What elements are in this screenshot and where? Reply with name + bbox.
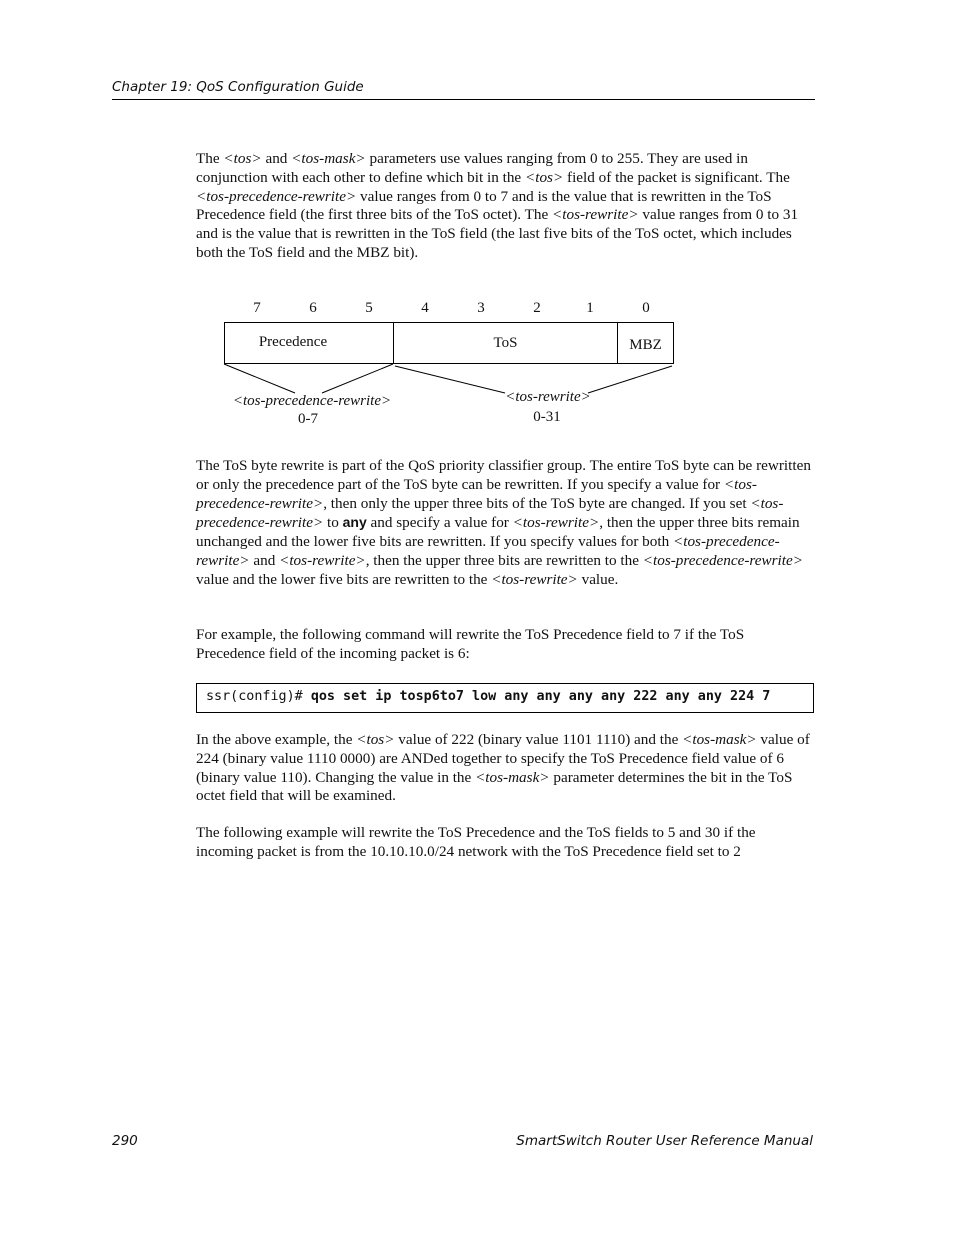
text-run: value of 222 (binary value 1101 1110) and the <box>394 731 683 748</box>
param-tos: <tos> <box>356 731 395 748</box>
bit-label: 6 <box>309 300 317 316</box>
precedence-brace-left <box>224 364 295 393</box>
bit-label: 3 <box>477 300 485 316</box>
text-run: and <box>261 150 292 167</box>
paragraph-tos-byte-rewrite <box>196 457 816 590</box>
text-run: For example, the following command will rewrite the ToS Precedence field to 7 if the ToS Precedence field of the incoming packet is 6: <box>196 626 745 662</box>
paragraph-example-intro <box>196 626 816 664</box>
text-run: The following example will rewrite the ToS Precedence and the ToS fields to 5 and 30 if the incoming packet is from the 10.10.10.0/24 network with the ToS Precedence field set to 2 <box>196 824 756 860</box>
text-run: value ranges from 0 to 31 and is the value that is rewritten in the ToS field (the last five bits of the ToS octet, which includes both the ToS field and the MBZ bit). <box>196 206 799 261</box>
bit-label: 4 <box>421 300 429 316</box>
bit-label: 0 <box>642 300 650 316</box>
param-tos-precedence-rewrite: <tos-precedence-rewrite> <box>642 551 803 569</box>
mbz-field-label: MBZ <box>629 337 662 353</box>
param-tos-precedence-rewrite: <tos-precedence-rewrite> <box>196 494 784 532</box>
text-run: and specify a value for <box>366 514 513 532</box>
param-tos-rewrite: <tos-rewrite> <box>279 551 366 569</box>
param-tos: <tos> <box>223 150 262 167</box>
precedence-field-label: Precedence <box>258 334 328 350</box>
text-run: parameter determines the bit in the ToS octet field that will be examined. <box>196 768 793 805</box>
paragraph-example-explanation <box>196 731 816 806</box>
brace-lines <box>0 0 954 440</box>
chapter-title: Chapter 19: QoS Configuration Guide <box>112 79 364 95</box>
precedence-range-label: 0-7 <box>298 411 318 427</box>
bit-label: 5 <box>365 300 373 316</box>
param-tos-precedence-rewrite: <tos-precedence-rewrite> <box>196 533 780 569</box>
tos-field-label: ToS <box>493 335 518 351</box>
precedence-brace-right <box>322 364 393 393</box>
manual-title: SmartSwitch Router User Reference Manual <box>516 1133 813 1149</box>
text-run: field of the packet is significant. The <box>563 168 790 186</box>
text-run: , then the upper three bits remain unchanged and the lower five bits are rewritten. If you specify values for both <box>196 514 800 551</box>
param-tos-rewrite: <tos-rewrite> <box>491 570 578 588</box>
param-tos-precedence-rewrite: <tos-precedence-rewrite> <box>196 187 357 205</box>
bit-label: 1 <box>586 300 594 316</box>
command-text: qos set ip tosp6to7 low any any any any 222 any any 224 7 <box>310 689 771 704</box>
text-run: The ToS byte rewrite is part of the QoS priority classifier group. The entire ToS byte can be rewritten or only the precedence part of the ToS byte can be rewritten. If you specify a value for <box>196 457 811 493</box>
text-run: value of 224 (binary value 1110 0000) are ANDed together to specify the ToS Precedence field value of 6 (binary value 110). Changing the value in the <box>196 731 810 786</box>
text-run: parameters use values ranging from 0 to 255. They are used in conjunction with each other to define which bit in the <box>196 150 748 186</box>
bit-label: 7 <box>253 300 261 316</box>
precedence-param-label: <tos-precedence-rewrite> <box>232 393 392 409</box>
text-run: value and the lower five bits are rewritten to the <box>196 570 492 588</box>
keyword-any: any <box>342 514 367 531</box>
command-prompt: ssr(config)# <box>206 689 311 704</box>
param-tos-precedence-rewrite: <tos-precedence-rewrite> <box>196 475 757 512</box>
text-run: , then only the upper three bits of the ToS byte are changed. If you set <box>323 494 751 512</box>
text-run: In the above example, the <box>196 731 357 748</box>
tos-brace-right <box>588 366 672 393</box>
text-run: to <box>323 514 343 532</box>
paragraph-second-example-intro <box>196 824 816 862</box>
text-run: The <box>196 150 224 167</box>
text-run: , then the upper three bits are rewritten to the <box>365 551 643 569</box>
param-tos-mask: <tos-mask> <box>291 150 366 167</box>
tos-brace-left <box>395 366 505 393</box>
param-tos-rewrite: <tos-rewrite> <box>512 514 600 532</box>
tos-param-label: <tos-rewrite> <box>505 389 591 405</box>
param-tos-mask: <tos-mask> <box>475 768 550 786</box>
page-number: 290 <box>112 1133 138 1149</box>
param-tos-mask: <tos-mask> <box>682 731 757 748</box>
text-run: value ranges from 0 to 7 and is the value that is rewritten in the ToS Precedence field (the first three bits of the ToS octet). The <box>196 187 772 224</box>
bit-label: 2 <box>533 300 541 316</box>
param-tos: <tos> <box>524 168 564 186</box>
command-example-box <box>196 683 814 713</box>
text-run: and <box>249 551 280 569</box>
tos-range-label: 0-31 <box>533 409 561 425</box>
text-run: value. <box>577 570 619 588</box>
param-tos-rewrite: <tos-rewrite> <box>552 206 639 224</box>
